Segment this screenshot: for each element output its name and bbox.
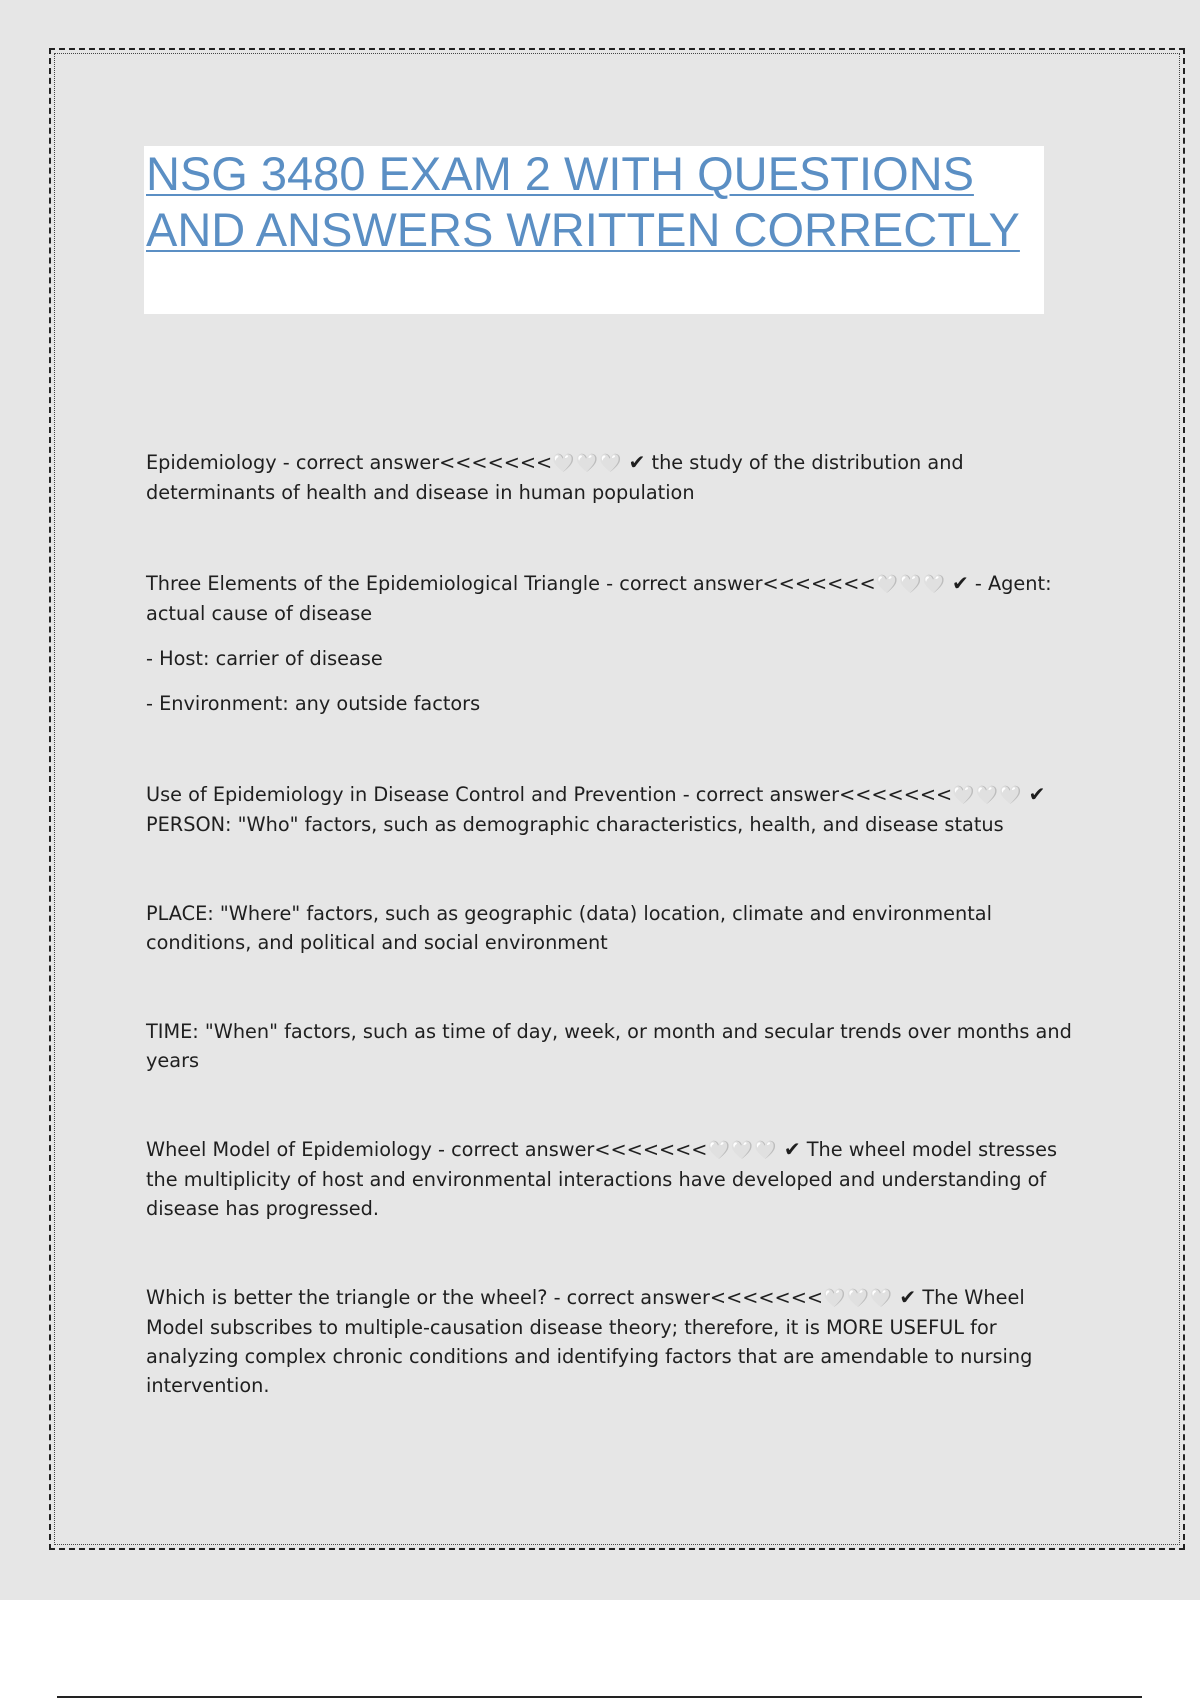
document-title[interactable]: NSG 3480 EXAM 2 WITH QUESTIONS AND ANSWERS WRITTEN CORRECTLY [146, 147, 1020, 256]
qa-item-disease-control [146, 780, 1076, 839]
heart-icons: 🤍🤍🤍 [707, 1140, 778, 1161]
answer-marker: - correct answer<<<<<<< [600, 572, 876, 595]
qa-content [146, 448, 1076, 1400]
answer-line-environment: - Environment: any outside factors [146, 692, 481, 715]
answer-text: - Agent: actual cause of disease [146, 572, 1052, 625]
heart-icons: 🤍🤍🤍 [552, 453, 623, 474]
heart-icons: 🤍🤍🤍 [952, 785, 1023, 806]
question-text: Epidemiology [146, 451, 277, 474]
answer-text: The Wheel Model subscribes to multiple-causation disease theory; therefore, it is MORE USEFUL for analyzing complex chronic conditions and identifying factors that are amendable to nursing intervention. [146, 1286, 1033, 1397]
checkmark-icon: ✔ [899, 1285, 917, 1309]
qa-item-triangle-vs-wheel [146, 1283, 1076, 1400]
question-text: Which is better the triangle or the wheel? [146, 1286, 548, 1309]
heart-icons: 🤍🤍🤍 [823, 1288, 894, 1309]
question-text: Three Elements of the Epidemiological Triangle [146, 572, 601, 595]
checkmark-icon: ✔ [952, 571, 969, 595]
heart-icons: 🤍🤍🤍 [875, 574, 946, 595]
answer-marker: - correct answer<<<<<<< [676, 783, 953, 806]
qa-item-wheel-model [146, 1135, 1076, 1223]
qa-item-epidemiology [146, 448, 1076, 507]
title-box [144, 146, 1044, 314]
answer-marker: - correct answer<<<<<<< [431, 1138, 708, 1161]
answer-line-host: - Host: carrier of disease [146, 647, 383, 670]
answer-marker: - correct answer<<<<<<< [547, 1286, 824, 1309]
checkmark-icon: ✔ [628, 450, 646, 474]
question-text: Wheel Model of Epidemiology [146, 1138, 432, 1161]
paragraph-time: TIME: "When" factors, such as time of day, week, or month and secular trends over months and years [146, 1020, 1072, 1072]
checkmark-icon: ✔ [1028, 782, 1046, 806]
answer-text: The wheel model stresses the multiplicity of host and environmental interactions have developed and understanding of disease has progressed. [146, 1138, 1058, 1220]
answer-marker: - correct answer<<<<<<< [276, 451, 553, 474]
answer-text: PERSON: "Who" factors, such as demographic characteristics, health, and disease status [146, 813, 1004, 836]
page-separator-line [57, 1696, 1142, 1698]
question-text: Use of Epidemiology in Disease Control and Prevention [146, 783, 677, 806]
checkmark-icon: ✔ [783, 1137, 801, 1161]
paragraph-place: PLACE: "Where" factors, such as geographic (data) location, climate and environmental conditions, and political and social environment [146, 902, 992, 954]
answer-text: the study of the distribution and determinants of health and disease in human population [146, 451, 964, 504]
qa-item-triangle [146, 569, 1076, 628]
